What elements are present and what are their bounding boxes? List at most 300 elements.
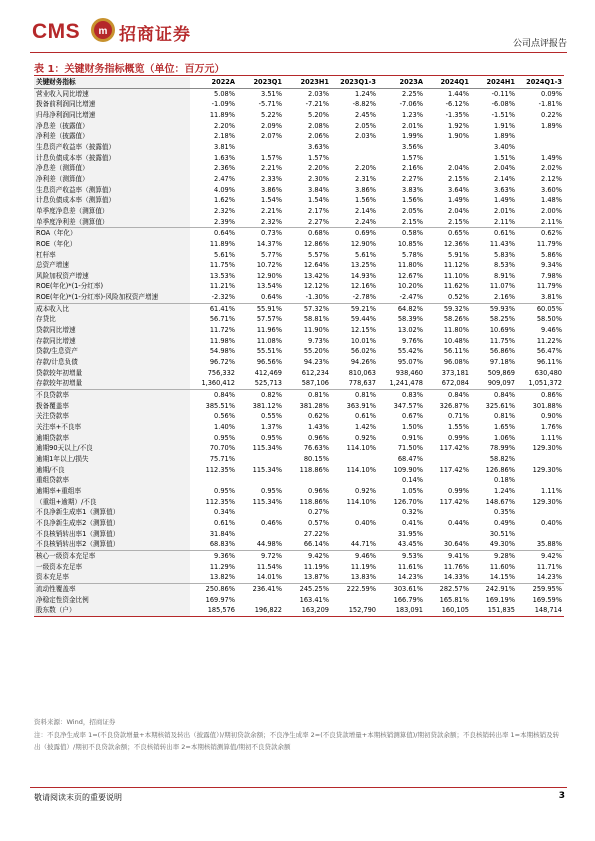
table-cell: 9.41% bbox=[425, 550, 471, 561]
table-body bbox=[34, 88, 564, 616]
table-cell: 9.53% bbox=[378, 550, 425, 561]
table-row bbox=[34, 368, 564, 379]
table-cell bbox=[517, 131, 564, 142]
table-cell: 1.44% bbox=[448, 89, 469, 98]
table-cell: 13.42% bbox=[303, 271, 329, 280]
table-cell: 12.16% bbox=[350, 282, 376, 291]
row-label: 逾期1年以上/损失 bbox=[34, 454, 190, 465]
table-cell: 5.83% bbox=[494, 250, 515, 259]
table-row bbox=[34, 422, 564, 433]
table-cell: 115.34% bbox=[252, 444, 282, 453]
table-cell: 58.26% bbox=[443, 315, 469, 324]
table-cell: 0.92% bbox=[355, 486, 376, 495]
table-cell: 114.10% bbox=[346, 444, 376, 453]
table-cell: 1.05% bbox=[402, 486, 423, 495]
table-cell: 525,713 bbox=[254, 379, 282, 388]
table-cell bbox=[517, 529, 564, 540]
table-cell: 2.32% bbox=[261, 217, 282, 226]
table-cell: 2.07% bbox=[261, 132, 282, 141]
column-header-period: 2023A bbox=[378, 77, 425, 88]
table-row bbox=[34, 336, 564, 347]
table-cell: 196,822 bbox=[237, 605, 284, 616]
table-cell: 2.21% bbox=[261, 206, 282, 215]
table-row bbox=[34, 357, 564, 368]
table-cell: 14.23% bbox=[397, 573, 423, 582]
table-cell: 13.25% bbox=[350, 261, 376, 270]
row-label: 营业收入同比增速 bbox=[34, 88, 190, 99]
table-cell: 11.72% bbox=[209, 326, 235, 335]
table-cell: 129.30% bbox=[532, 465, 562, 474]
row-label: 总资产增速 bbox=[34, 260, 190, 271]
table-cell: 129.30% bbox=[532, 444, 562, 453]
table-cell: 14.15% bbox=[489, 573, 515, 582]
table-cell: 2.04% bbox=[448, 206, 469, 215]
table-row bbox=[34, 217, 564, 228]
row-label: ROA（年化） bbox=[34, 228, 190, 239]
table-cell bbox=[517, 475, 564, 486]
table-cell: -2.47% bbox=[399, 293, 423, 302]
table-cell: 778,637 bbox=[348, 379, 376, 388]
table-cell: 1.49% bbox=[494, 196, 515, 205]
page-number: 3 bbox=[558, 791, 565, 801]
table-cell: 2.04% bbox=[448, 164, 469, 173]
table-cell bbox=[517, 454, 564, 465]
title-divider bbox=[34, 75, 564, 76]
table-cell: 2.33% bbox=[261, 174, 282, 183]
table-cell: 55.20% bbox=[303, 347, 329, 356]
table-cell: 165.81% bbox=[439, 595, 469, 604]
header-divider bbox=[30, 52, 567, 53]
row-label: ROE(年化)*(1-分红率)-风险加权资产增速 bbox=[34, 292, 190, 303]
table-row bbox=[34, 390, 564, 401]
table-cell: 10.01% bbox=[350, 336, 376, 345]
table-cell: 11.76% bbox=[443, 562, 469, 571]
table-cell: 31.84% bbox=[209, 529, 235, 538]
table-cell: 2.25% bbox=[402, 89, 423, 98]
table-cell: 2.36% bbox=[214, 164, 235, 173]
table-cell: 5.57% bbox=[308, 250, 329, 259]
table-cell: -0.11% bbox=[491, 89, 515, 98]
table-cell: 11.79% bbox=[536, 282, 562, 291]
table-cell: 148.67% bbox=[485, 497, 515, 506]
table-cell bbox=[237, 529, 284, 540]
table-cell: 2.20% bbox=[355, 164, 376, 173]
table-cell: 1.65% bbox=[494, 423, 515, 431]
table-cell: 11.80% bbox=[443, 326, 469, 335]
table-row bbox=[34, 475, 564, 486]
table-cell bbox=[237, 454, 284, 465]
table-cell: 56.02% bbox=[350, 347, 376, 356]
table-cell: 126.70% bbox=[393, 497, 423, 506]
footnote: 注：不良净生成率 1=(不良贷款增量+本期核销及转出（披露值）)/期初贷款余额；不良净生成率 2=(不良贷款增量+本期核销测算值)/期初贷款余额；不良核销转出率 1=本期核销及转出（披露值）/期初不良贷款余额；不良核销转出率 2=本期核销测算值/期初不良贷款余额 bbox=[34, 731, 560, 751]
table-cell: 163,209 bbox=[284, 605, 331, 616]
table-cell: -7.21% bbox=[305, 100, 329, 109]
table-cell: 0.81% bbox=[284, 390, 331, 401]
table-cell bbox=[517, 142, 564, 153]
table-cell: 5.61% bbox=[355, 250, 376, 259]
table-cell: 0.62% bbox=[517, 228, 564, 239]
table-cell: 1.49% bbox=[541, 153, 562, 162]
footer-disclaimer: 敬请阅读末页的重要说明 bbox=[34, 793, 122, 802]
row-label: 贷款/生息资产 bbox=[34, 346, 190, 357]
row-label: 不良净新生成率2（测算值） bbox=[34, 518, 190, 529]
table-cell: 222.59% bbox=[331, 583, 378, 594]
row-label: 单季度净利差（测算值） bbox=[34, 217, 190, 228]
table-cell: 55.42% bbox=[397, 347, 423, 356]
table-cell: 11.80% bbox=[397, 261, 423, 270]
table-cell: 13.54% bbox=[256, 282, 282, 291]
table-row bbox=[34, 497, 564, 508]
table-row bbox=[34, 260, 564, 271]
table-cell: 129.30% bbox=[532, 497, 562, 506]
table-cell: 5.78% bbox=[402, 250, 423, 259]
row-label: 存款同比增速 bbox=[34, 336, 190, 347]
row-label: 净稳定性资金比例 bbox=[34, 595, 190, 606]
table-cell: 58.39% bbox=[397, 315, 423, 324]
table-cell: 1.57% bbox=[261, 153, 282, 162]
table-cell: 672,084 bbox=[441, 379, 469, 388]
table-cell: 185,576 bbox=[190, 605, 237, 616]
table-cell: 11.54% bbox=[256, 562, 282, 571]
table-cell: 0.81% bbox=[331, 390, 378, 401]
table-cell: 0.90% bbox=[541, 412, 562, 421]
table-cell: 1,360,412 bbox=[201, 379, 235, 388]
table-cell bbox=[190, 475, 237, 486]
table-cell: 10.48% bbox=[443, 336, 469, 345]
table-cell: 5.77% bbox=[261, 250, 282, 259]
row-label: 贷款较年初增量 bbox=[34, 368, 190, 379]
row-label: 杠杆率 bbox=[34, 250, 190, 261]
table-row bbox=[34, 529, 564, 540]
table-cell: 14.93% bbox=[350, 271, 376, 280]
table-cell: 1.54% bbox=[308, 196, 329, 205]
table-cell: 2.39% bbox=[214, 217, 235, 226]
table-cell: 0.62% bbox=[308, 412, 329, 421]
table-cell: 0.34% bbox=[214, 508, 235, 517]
table-cell: 117.42% bbox=[439, 465, 469, 474]
table-cell: 3.83% bbox=[402, 185, 423, 194]
table-cell: -1.30% bbox=[305, 293, 329, 302]
table-cell: 11.62% bbox=[443, 282, 469, 291]
column-header-period: 2024H1 bbox=[471, 77, 517, 88]
table-cell bbox=[425, 475, 471, 486]
table-cell: 2.12% bbox=[541, 174, 562, 183]
table-cell: 381.12% bbox=[252, 401, 282, 410]
table-cell: 11.19% bbox=[350, 562, 376, 571]
table-cell: 3.86% bbox=[355, 185, 376, 194]
row-label: 逾期/不良 bbox=[34, 465, 190, 476]
table-cell: 1.76% bbox=[541, 423, 562, 431]
table-row bbox=[34, 518, 564, 529]
table-cell: 58.82% bbox=[489, 454, 515, 463]
table-cell: 11.29% bbox=[209, 562, 235, 571]
table-cell: 11.79% bbox=[536, 239, 562, 248]
column-header-period: 2024Q1-3 bbox=[517, 77, 564, 88]
table-cell bbox=[237, 475, 284, 486]
table-cell: 115.34% bbox=[252, 465, 282, 474]
table-cell: 0.40% bbox=[355, 518, 376, 527]
table-cell: 56.71% bbox=[209, 315, 235, 324]
table-cell: 11.75% bbox=[489, 336, 515, 345]
table-cell: 259.95% bbox=[517, 583, 564, 594]
table-cell: 0.52% bbox=[448, 293, 469, 302]
column-header-period: 2023Q1 bbox=[237, 77, 284, 88]
table-cell: 71.50% bbox=[397, 444, 423, 453]
table-cell bbox=[237, 507, 284, 518]
row-label: 计息负债成本率（披露值） bbox=[34, 153, 190, 164]
table-row bbox=[34, 595, 564, 606]
table-cell: 1.62% bbox=[214, 196, 235, 205]
table-cell: 11.21% bbox=[209, 282, 235, 291]
table-cell: 2.27% bbox=[402, 174, 423, 183]
table-cell: 1.51% bbox=[494, 153, 515, 162]
table-cell: 1.40% bbox=[214, 423, 235, 431]
table-cell: 3.64% bbox=[448, 185, 469, 194]
table-cell: 0.84% bbox=[471, 390, 517, 401]
table-row bbox=[34, 486, 564, 497]
table-cell: 0.84% bbox=[190, 390, 237, 401]
table-cell: 56.11% bbox=[443, 347, 469, 356]
table-cell: 112.35% bbox=[205, 497, 235, 506]
table-cell: 5.91% bbox=[448, 250, 469, 259]
table-row bbox=[34, 411, 564, 422]
table-cell: 236.41% bbox=[237, 583, 284, 594]
row-label: 不良核销转出率2（测算值） bbox=[34, 539, 190, 550]
table-cell: 0.99% bbox=[448, 433, 469, 442]
table-cell: 1.50% bbox=[402, 423, 423, 431]
table-cell: 11.89% bbox=[209, 110, 235, 119]
table-cell: 0.55% bbox=[261, 412, 282, 421]
table-cell: 3.86% bbox=[261, 185, 282, 194]
table-cell: 11.89% bbox=[209, 239, 235, 248]
table-cell: 27.22% bbox=[303, 529, 329, 538]
table-cell: 1.89% bbox=[494, 132, 515, 141]
table-cell: 2.03% bbox=[355, 132, 376, 141]
table-cell: 2.06% bbox=[308, 132, 329, 141]
table-cell: 412,469 bbox=[254, 368, 282, 377]
table-row bbox=[34, 401, 564, 412]
table-row bbox=[34, 325, 564, 336]
table-cell: 78.99% bbox=[489, 444, 515, 453]
table-row bbox=[34, 239, 564, 250]
table-cell: 80.15% bbox=[303, 454, 329, 463]
table-cell: 59.93% bbox=[471, 303, 517, 314]
table-row bbox=[34, 583, 564, 594]
table-cell: 1.63% bbox=[214, 153, 235, 162]
table-cell: 1.56% bbox=[402, 196, 423, 205]
table-cell: 2.20% bbox=[214, 121, 235, 130]
table-cell: 169.59% bbox=[532, 595, 562, 604]
table-cell: 55.51% bbox=[256, 347, 282, 356]
table-cell: 96.11% bbox=[536, 358, 562, 367]
table-cell: 509,869 bbox=[487, 368, 515, 377]
table-cell: 0.71% bbox=[448, 412, 469, 421]
table-cell: 115.34% bbox=[252, 497, 282, 506]
table-cell: 94.23% bbox=[303, 358, 329, 367]
table-cell bbox=[425, 529, 471, 540]
table-cell: 2.47% bbox=[214, 174, 235, 183]
table-cell: 58.25% bbox=[489, 315, 515, 324]
table-cell bbox=[331, 529, 378, 540]
table-cell: 1,241,478 bbox=[389, 379, 423, 388]
table-cell: 54.98% bbox=[209, 347, 235, 356]
table-cell bbox=[331, 153, 378, 164]
source-note: 资料来源：Wind，招商证券 bbox=[34, 718, 116, 726]
table-cell: -6.08% bbox=[491, 100, 515, 109]
table-cell: 0.67% bbox=[402, 412, 423, 421]
table-cell: 0.40% bbox=[541, 518, 562, 527]
table-cell: 756,332 bbox=[207, 368, 235, 377]
table-row bbox=[34, 314, 564, 325]
table-cell: 11.43% bbox=[489, 239, 515, 248]
table-cell: 0.27% bbox=[308, 508, 329, 517]
table-cell: 166.79% bbox=[393, 595, 423, 604]
table-cell: 1.24% bbox=[494, 486, 515, 495]
table-cell: 326.87% bbox=[439, 401, 469, 410]
table-cell: 2.21% bbox=[261, 164, 282, 173]
table-cell: 14.01% bbox=[256, 573, 282, 582]
table-cell: 10.85% bbox=[397, 239, 423, 248]
table-cell: 11.22% bbox=[536, 336, 562, 345]
table-row bbox=[34, 228, 564, 239]
table-row bbox=[34, 605, 564, 616]
table-cell: 2.24% bbox=[355, 217, 376, 226]
table-row bbox=[34, 99, 564, 110]
table-cell: 0.95% bbox=[261, 433, 282, 442]
table-cell: 117.42% bbox=[439, 444, 469, 453]
table-cell: -6.12% bbox=[445, 100, 469, 109]
row-label: 关注贷款率 bbox=[34, 411, 190, 422]
table-cell: 64.82% bbox=[378, 303, 425, 314]
table-cell: 57.32% bbox=[284, 303, 331, 314]
table-row bbox=[34, 303, 564, 314]
table-cell bbox=[517, 507, 564, 518]
table-cell: 10.20% bbox=[397, 282, 423, 291]
table-cell: 96.72% bbox=[209, 358, 235, 367]
report-type: 公司点评报告 bbox=[512, 39, 567, 49]
table-cell: 2.05% bbox=[402, 206, 423, 215]
table-cell: 2.02% bbox=[541, 164, 562, 173]
table-cell: 2.00% bbox=[541, 206, 562, 215]
table-row bbox=[34, 88, 564, 99]
table-cell: 1.54% bbox=[261, 196, 282, 205]
table-cell: 2.15% bbox=[402, 217, 423, 226]
table-cell: 1.90% bbox=[448, 132, 469, 141]
logo-cn-text: 招商证券 bbox=[119, 25, 191, 45]
table-cell: 2.11% bbox=[541, 217, 562, 226]
table-cell: 909,097 bbox=[487, 379, 515, 388]
table-cell: 112.35% bbox=[205, 465, 235, 474]
table-cell: 810,063 bbox=[348, 368, 376, 377]
table-cell: 56.86% bbox=[489, 347, 515, 356]
table-cell: 2.16% bbox=[494, 293, 515, 302]
row-label: 逾期贷款率 bbox=[34, 433, 190, 444]
table-cell: 0.56% bbox=[214, 412, 235, 421]
table-cell: 0.14% bbox=[402, 476, 423, 485]
table-cell: 9.34% bbox=[541, 261, 562, 270]
table-cell: 11.61% bbox=[397, 562, 423, 571]
table-cell: 2.11% bbox=[494, 217, 515, 226]
table-cell: 303.61% bbox=[378, 583, 425, 594]
table-cell: 8.53% bbox=[494, 261, 515, 270]
table-cell: 0.95% bbox=[261, 486, 282, 495]
table-cell: 30.64% bbox=[443, 540, 469, 549]
table-cell: 0.18% bbox=[494, 476, 515, 485]
table-cell: 938,460 bbox=[395, 368, 423, 377]
logo-text: CMS bbox=[32, 20, 81, 43]
table-cell: 0.81% bbox=[494, 412, 515, 421]
table-cell: 152,790 bbox=[331, 605, 378, 616]
table-cell bbox=[425, 454, 471, 465]
table-cell: 325.61% bbox=[485, 401, 515, 410]
table-cell: 2.15% bbox=[448, 217, 469, 226]
table-cell: 68.83% bbox=[209, 540, 235, 549]
table-cell: 0.91% bbox=[402, 433, 423, 442]
table-cell: 0.68% bbox=[284, 228, 331, 239]
table-cell: 55.91% bbox=[237, 303, 284, 314]
table-cell: 11.75% bbox=[209, 261, 235, 270]
table-row bbox=[34, 142, 564, 153]
row-label: 流动性覆盖率 bbox=[34, 583, 190, 594]
row-label: 核心一级资本充足率 bbox=[34, 550, 190, 561]
row-label: 净息差（披露值） bbox=[34, 121, 190, 132]
table-cell: 12.64% bbox=[303, 261, 329, 270]
table-cell: 151,835 bbox=[471, 605, 517, 616]
table-cell: 11.08% bbox=[256, 336, 282, 345]
table-cell: 7.98% bbox=[541, 271, 562, 280]
table-cell: 1.89% bbox=[541, 121, 562, 130]
table-cell: 9.72% bbox=[237, 550, 284, 561]
table-cell: 44.71% bbox=[350, 540, 376, 549]
row-label: 拨备前利润同比增速 bbox=[34, 99, 190, 110]
financial-indicators-table bbox=[34, 77, 564, 617]
row-label: 逾期率+重组率 bbox=[34, 486, 190, 497]
table-cell: 0.61% bbox=[214, 518, 235, 527]
table-cell: -8.82% bbox=[352, 100, 376, 109]
table-cell: 250.86% bbox=[190, 583, 237, 594]
table-cell bbox=[425, 507, 471, 518]
table-cell: 0.61% bbox=[355, 412, 376, 421]
table-cell: -2.32% bbox=[211, 293, 235, 302]
table-cell: 59.32% bbox=[425, 303, 471, 314]
table-cell: 0.44% bbox=[448, 518, 469, 527]
table-cell bbox=[331, 142, 378, 153]
table-cell: 183,091 bbox=[378, 605, 425, 616]
row-label: 生息资产收益率（测算值） bbox=[34, 185, 190, 196]
row-label: 净利差（测算值） bbox=[34, 174, 190, 185]
table-cell: 76.63% bbox=[303, 444, 329, 453]
table-cell: 5.08% bbox=[214, 89, 235, 98]
table-row bbox=[34, 539, 564, 550]
table-cell: 118.86% bbox=[299, 465, 329, 474]
table-cell: 14.37% bbox=[256, 239, 282, 248]
table-cell: 0.61% bbox=[471, 228, 517, 239]
table-cell: 0.32% bbox=[402, 508, 423, 517]
table-cell: 12.90% bbox=[350, 239, 376, 248]
table-cell: 12.12% bbox=[303, 282, 329, 291]
row-label: 逾期90天以上/不良 bbox=[34, 443, 190, 454]
row-label: 存款/计息负债 bbox=[34, 357, 190, 368]
table-row bbox=[34, 465, 564, 476]
table-cell: 3.84% bbox=[308, 185, 329, 194]
table-cell: 9.73% bbox=[308, 336, 329, 345]
row-label: 风险加权资产增速 bbox=[34, 271, 190, 282]
row-label: 存贷比 bbox=[34, 314, 190, 325]
row-label: 计息负债成本率（测算值） bbox=[34, 195, 190, 206]
table-cell: 1.92% bbox=[448, 121, 469, 130]
table-title: 表 1：关键财务指标概览（单位：百万元） bbox=[34, 64, 225, 75]
table-cell: 0.86% bbox=[517, 390, 564, 401]
